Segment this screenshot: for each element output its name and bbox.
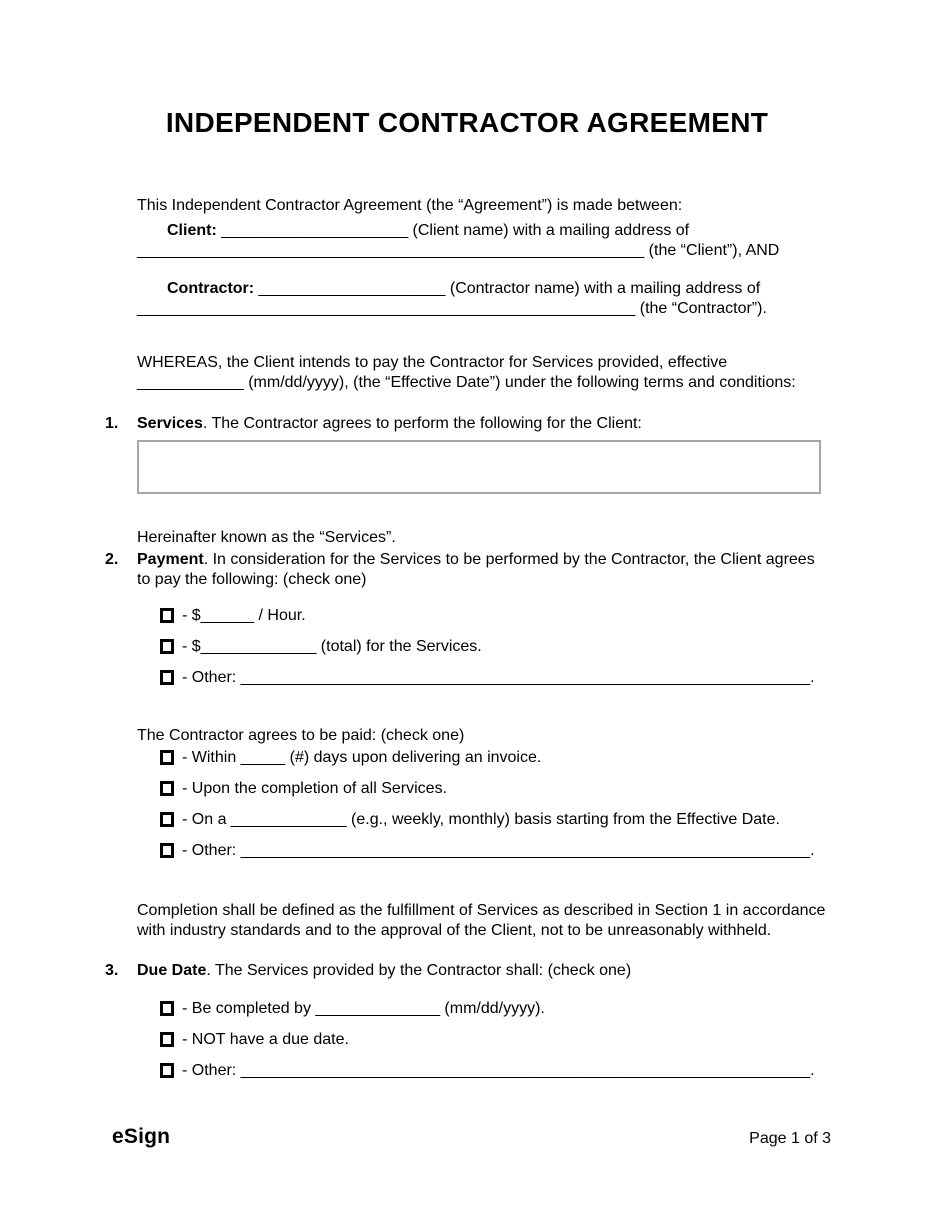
option-due-completed-by <box>160 998 815 1019</box>
section-services-title: Services <box>137 415 203 432</box>
checkbox-due-other[interactable] <box>160 1063 174 1078</box>
page-footer <box>112 1127 831 1149</box>
client-label: Client: <box>167 222 217 239</box>
option-due-none <box>160 1029 815 1050</box>
payment-schedule-options <box>160 747 815 871</box>
option-payment-total-label: - $_____________ (total) for the Services. <box>182 637 482 655</box>
section-payment-heading <box>137 550 827 590</box>
checkbox-paid-recurring[interactable] <box>160 812 174 827</box>
option-paid-on-completion-label: - Upon the completion of all Services. <box>182 779 448 797</box>
whereas-paragraph: WHEREAS, the Client intends to pay the Contractor for Services provided, effective ____________ (mm/dd/yyyy), (the “Effective Date”) under the following terms and conditions: <box>137 354 796 391</box>
checkbox-payment-total[interactable] <box>160 639 174 654</box>
option-paid-on-completion <box>160 778 815 799</box>
client-address-blank[interactable]: _________________________________________________________ <box>137 242 645 259</box>
section-due-date-title: Due Date <box>137 962 207 979</box>
option-paid-other <box>160 840 815 861</box>
client-party-block <box>137 221 827 261</box>
client-address-suffix: (the “Client”), AND <box>644 242 780 259</box>
client-address-line <box>137 241 827 261</box>
section-services-body: . The Contractor agrees to perform the following for the Client: <box>202 415 642 432</box>
esign-logo: eSign <box>112 1125 171 1148</box>
page-number-label: Page 1 of 3 <box>749 1130 831 1147</box>
section-due-date-number: 3. <box>105 962 119 979</box>
due-date-options <box>160 998 815 1091</box>
option-payment-hourly-label: - $______ / Hour. <box>182 606 306 624</box>
option-paid-other-label: - Other: ________________________________________________________________. <box>182 841 815 859</box>
section-due-date-heading <box>137 961 827 981</box>
option-due-none-label: - NOT have a due date. <box>182 1030 349 1048</box>
client-name-line <box>137 221 827 241</box>
option-due-completed-by-label: - Be completed by ______________ (mm/dd/yyyy). <box>182 999 545 1017</box>
option-payment-total <box>160 636 815 657</box>
services-note: Hereinafter known as the “Services”. <box>137 529 396 546</box>
client-name-blank[interactable]: _____________________ <box>216 222 409 239</box>
section-services-number: 1. <box>105 415 119 432</box>
contractor-party-block <box>137 279 827 319</box>
checkbox-paid-within-days[interactable] <box>160 750 174 765</box>
contractor-address-suffix: (the “Contractor”). <box>635 300 767 317</box>
option-payment-other <box>160 667 815 688</box>
checkbox-paid-on-completion[interactable] <box>160 781 174 796</box>
option-payment-hourly <box>160 605 815 626</box>
section-due-date <box>105 961 827 981</box>
section-payment-body: . In consideration for the Services to be performed by the Contractor, the Client agrees to pay the following: (check one) <box>137 551 815 588</box>
services-description-field[interactable] <box>137 440 821 494</box>
section-services <box>105 414 827 434</box>
option-paid-within-days-label: - Within _____ (#) days upon delivering an invoice. <box>182 748 542 766</box>
option-paid-within-days <box>160 747 815 768</box>
option-paid-recurring-label: - On a _____________ (e.g., weekly, monthly) basis starting from the Effective Date. <box>182 810 780 828</box>
option-paid-recurring <box>160 809 815 830</box>
payment-terms-intro: The Contractor agrees to be paid: (check one) <box>137 727 465 744</box>
client-name-suffix: (Client name) with a mailing address of <box>408 222 690 239</box>
section-payment-title: Payment <box>137 551 204 568</box>
option-due-other <box>160 1060 815 1081</box>
checkbox-due-completed-by[interactable] <box>160 1001 174 1016</box>
contractor-name-suffix: (Contractor name) with a mailing address of <box>445 280 761 297</box>
contractor-address-blank[interactable]: ________________________________________________________ <box>137 300 636 317</box>
option-payment-other-label: - Other: ________________________________________________________________. <box>182 668 815 686</box>
contractor-address-line <box>137 299 827 319</box>
option-due-other-label: - Other: ________________________________________________________________. <box>182 1061 815 1079</box>
checkbox-paid-other[interactable] <box>160 843 174 858</box>
checkbox-payment-hourly[interactable] <box>160 608 174 623</box>
payment-amount-options <box>160 605 815 698</box>
section-payment <box>105 550 827 590</box>
contractor-name-line <box>137 279 827 299</box>
page-title: INDEPENDENT CONTRACTOR AGREEMENT <box>165 107 769 138</box>
checkbox-due-none[interactable] <box>160 1032 174 1047</box>
contractor-label: Contractor: <box>167 280 255 297</box>
contractor-name-blank[interactable]: _____________________ <box>254 280 446 297</box>
section-payment-number: 2. <box>105 551 119 568</box>
intro-paragraph: This Independent Contractor Agreement (the “Agreement”) is made between: <box>137 197 683 214</box>
completion-definition-paragraph: Completion shall be defined as the fulfillment of Services as described in Section 1 in accordance with industry standards and to the approval of the Client, not to be unreasonably withheld. <box>137 902 826 939</box>
checkbox-payment-other[interactable] <box>160 670 174 685</box>
section-due-date-body: . The Services provided by the Contractor shall: (check one) <box>206 962 632 979</box>
section-services-heading <box>137 414 827 434</box>
